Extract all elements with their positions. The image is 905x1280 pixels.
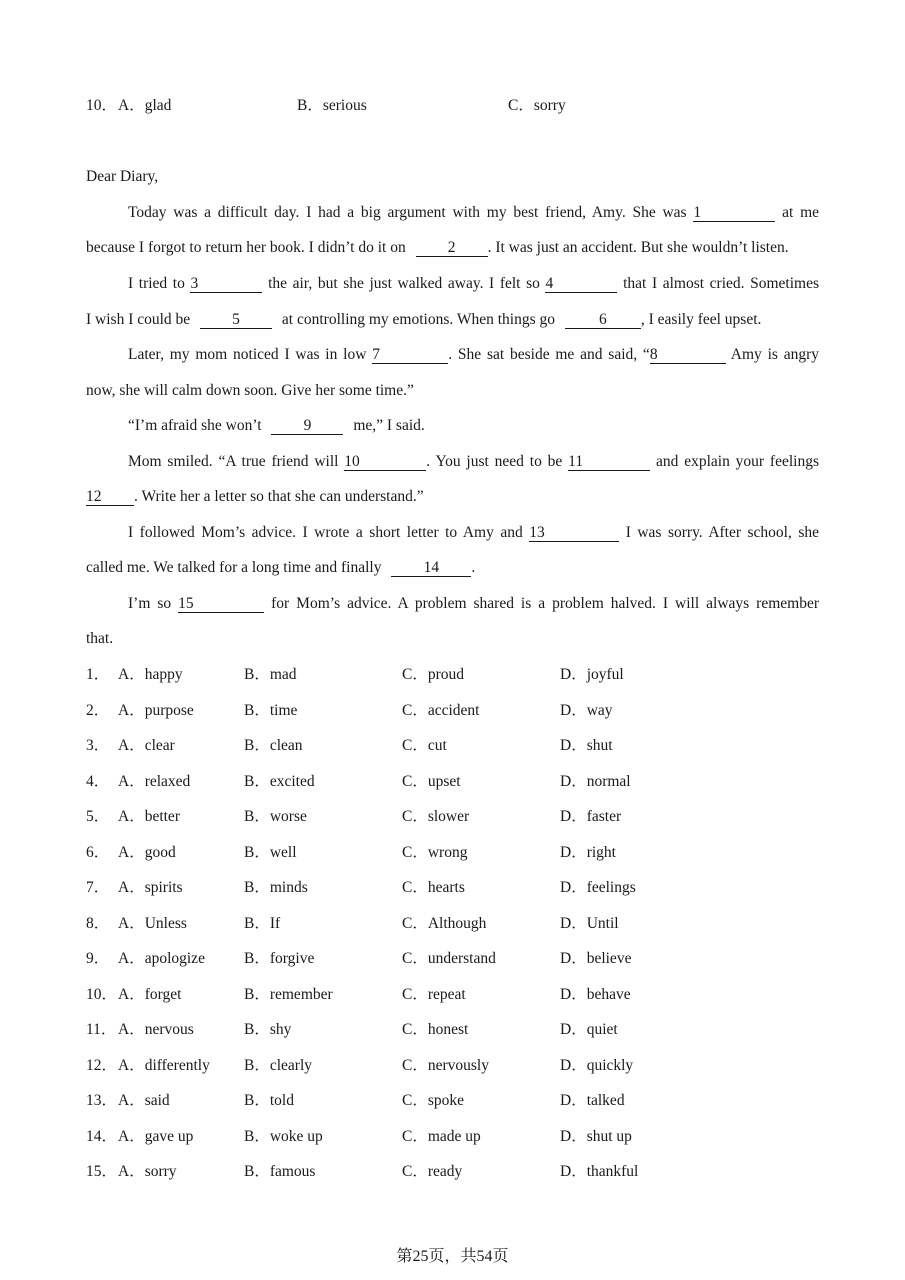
option-b: B．minds — [244, 879, 308, 896]
option-a: A．sorry — [118, 1163, 177, 1180]
question-number: 4． — [86, 773, 110, 790]
text: I was sorry. After school, she — [625, 524, 820, 541]
text: Mom smiled. “A true friend will — [128, 453, 339, 470]
text: Today was a difficult day. I had a big argument with my best friend, Amy. She was — [128, 204, 687, 221]
option-a: A．apologize — [118, 950, 205, 967]
option-d: D．quickly — [560, 1057, 634, 1074]
question-number: 8． — [86, 915, 110, 932]
passage-line — [128, 594, 819, 614]
option-c: C．Although — [402, 915, 487, 932]
question-number: 6． — [86, 844, 110, 861]
option-a: A．clear — [118, 737, 175, 754]
passage-line — [86, 558, 475, 578]
question-number: 10． — [86, 97, 118, 114]
option-d: D．talked — [560, 1092, 625, 1109]
option-b: B．If — [244, 915, 281, 932]
option-c: C．spoke — [402, 1092, 465, 1109]
option-a: A．nervous — [118, 1021, 194, 1038]
blank-15: 15 — [178, 595, 264, 613]
text: at me — [782, 204, 820, 221]
option-c: C．understand — [402, 950, 496, 967]
question-number: 9． — [86, 950, 110, 967]
option-d: D．Until — [560, 915, 619, 932]
question-number: 7． — [86, 879, 110, 896]
option-d: D．faster — [560, 808, 622, 825]
question-number: 10． — [86, 986, 118, 1003]
text: , I easily feel upset. — [640, 311, 762, 328]
option-a: A．Unless — [118, 915, 187, 932]
option-c: C．accident — [402, 702, 480, 719]
blank-10: 10 — [344, 453, 426, 471]
page-footer: 第25页，共54页 — [396, 1248, 509, 1265]
text: Later, my mom noticed I was in low — [128, 346, 367, 363]
option-c: C．wrong — [402, 844, 468, 861]
text: Amy is angry — [730, 346, 819, 363]
option-d: D．believe — [560, 950, 632, 967]
passage-line — [128, 345, 819, 365]
option-d: D．joyful — [560, 666, 624, 683]
passage-line — [128, 523, 819, 543]
option-c: C．proud — [402, 666, 465, 683]
blank-13: 13 — [529, 524, 619, 542]
passage-line: now, she will calm down soon. Give her some time.” — [86, 382, 414, 399]
blank-3: 3 — [190, 275, 262, 293]
option-c: C．upset — [402, 773, 461, 790]
blank-7: 7 — [372, 346, 448, 364]
option-d: D．way — [560, 702, 613, 719]
passage-line — [128, 274, 819, 294]
question-number: 2． — [86, 702, 110, 719]
text: and explain your feelings — [655, 453, 819, 470]
passage-line — [86, 238, 789, 258]
question-number: 13． — [86, 1092, 118, 1109]
option-a: A．purpose — [118, 702, 194, 719]
blank-9: 9 — [271, 417, 343, 435]
text: that I almost cried. Sometimes — [623, 275, 819, 292]
blank-4: 4 — [545, 275, 617, 293]
blank-6: 6 — [565, 311, 641, 329]
text: called me. We talked for a long time and finally — [86, 559, 382, 576]
question-number: 15． — [86, 1163, 118, 1180]
option-d: D．thankful — [560, 1163, 639, 1180]
option-b: B．clean — [244, 737, 303, 754]
text: the air, but she just walked away. I felt so — [268, 275, 540, 292]
text: I tried to — [128, 275, 185, 292]
option-b: B．mad — [244, 666, 297, 683]
option-c: C．cut — [402, 737, 447, 754]
blank-8: 8 — [650, 346, 726, 364]
option-a: A．differently — [118, 1057, 210, 1074]
option-b: B．excited — [244, 773, 315, 790]
question-number: 12． — [86, 1057, 118, 1074]
option-b: B．told — [244, 1092, 294, 1109]
passage-line — [128, 416, 425, 436]
option-d: D．shut — [560, 737, 613, 754]
blank-5: 5 — [200, 311, 272, 329]
option-d: D．quiet — [560, 1021, 618, 1038]
option-a: A．happy — [118, 666, 183, 683]
option-b: B．time — [244, 702, 298, 719]
option-a: A．said — [118, 1092, 170, 1109]
option-a: A．spirits — [118, 879, 183, 896]
option-c: C．slower — [402, 808, 470, 825]
blank-2: 2 — [416, 239, 488, 257]
option-d: D．shut up — [560, 1128, 632, 1145]
option-b: B．serious — [297, 97, 367, 114]
text: I followed Mom’s advice. I wrote a short letter to Amy and — [128, 524, 523, 541]
text: . — [471, 559, 476, 576]
option-d: D．right — [560, 844, 616, 861]
text: for Mom’s advice. A problem shared is a problem halved. I will always remember — [271, 595, 819, 612]
option-d: D．normal — [560, 773, 631, 790]
greeting: Dear Diary, — [86, 168, 159, 185]
option-c: C．honest — [402, 1021, 469, 1038]
blank-12: 12 — [86, 488, 134, 506]
option-b: B．remember — [244, 986, 333, 1003]
passage-line — [128, 452, 819, 472]
option-b: B．woke up — [244, 1128, 323, 1145]
text: “I’m afraid she won’t — [128, 417, 262, 434]
text: at controlling my emotions. When things go — [281, 311, 556, 328]
question-number: 3． — [86, 737, 110, 754]
text: . She sat beside me and said, “ — [448, 346, 650, 363]
option-b: B．clearly — [244, 1057, 313, 1074]
passage-line — [128, 203, 819, 223]
option-a: A．better — [118, 808, 180, 825]
blank-14: 14 — [391, 559, 471, 577]
option-c: C．hearts — [402, 879, 465, 896]
question-number: 14． — [86, 1128, 118, 1145]
option-b: B．famous — [244, 1163, 316, 1180]
text: . You just need to be — [426, 453, 563, 470]
passage-line — [86, 487, 424, 507]
text: I’m so — [128, 595, 172, 612]
question-number: 5． — [86, 808, 110, 825]
passage-line: that. — [86, 630, 114, 647]
text: . Write her a letter so that she can understand.” — [134, 488, 424, 505]
blank-11: 11 — [568, 453, 650, 471]
option-b: B．worse — [244, 808, 307, 825]
option-c: C．nervously — [402, 1057, 489, 1074]
option-d: D．feelings — [560, 879, 636, 896]
option-b: B．shy — [244, 1021, 292, 1038]
option-a: A．gave up — [118, 1128, 194, 1145]
option-c: C．ready — [402, 1163, 463, 1180]
option-c: C．sorry — [508, 97, 566, 114]
text: . It was just an accident. But she wouldn’t listen. — [487, 239, 789, 256]
question-number: 11． — [86, 1021, 117, 1038]
option-a: A．good — [118, 844, 176, 861]
passage-line — [86, 310, 761, 330]
option-a: A．relaxed — [118, 773, 191, 790]
option-b: B．well — [244, 844, 297, 861]
option-b: B．forgive — [244, 950, 315, 967]
option-a: A．glad — [118, 97, 172, 114]
option-c: C．made up — [402, 1128, 481, 1145]
option-a: A．forget — [118, 986, 182, 1003]
blank-1: 1 — [693, 204, 775, 222]
text: me,” I said. — [353, 417, 425, 434]
question-number: 1． — [86, 666, 110, 683]
text: because I forgot to return her book. I didn’t do it on — [86, 239, 406, 256]
option-d: D．behave — [560, 986, 631, 1003]
option-c: C．repeat — [402, 986, 466, 1003]
text: I wish I could be — [86, 311, 191, 328]
